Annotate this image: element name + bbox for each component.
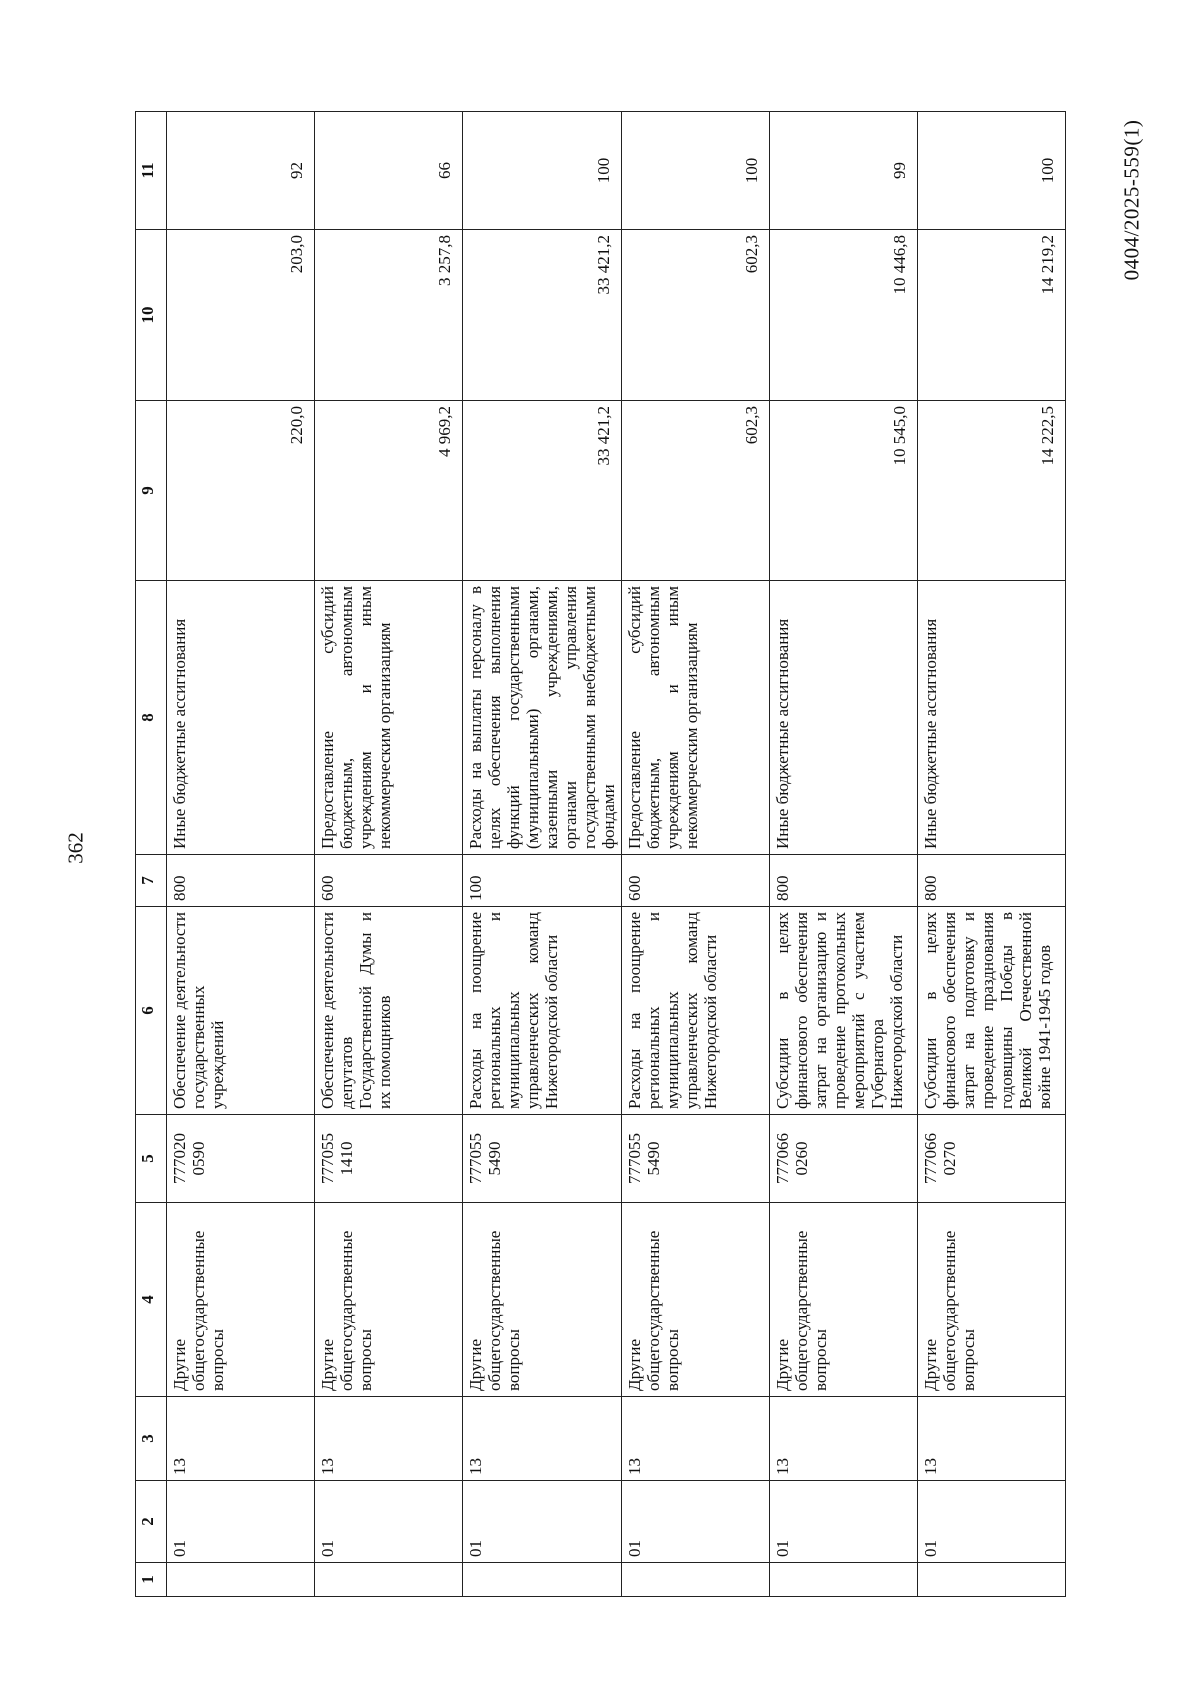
cell-section-name: Другие общегосударственные вопросы bbox=[167, 1203, 315, 1397]
cell-section: 01 bbox=[770, 1481, 918, 1563]
cell-section: 01 bbox=[918, 1481, 1066, 1563]
cell-target-name: Субсидии в целях финансового обеспечения затрат на подготовку и проведение празднования годовщины Победы в Великой Отечественной войне 1941-1945 годов bbox=[918, 907, 1066, 1115]
cell-index bbox=[463, 1563, 622, 1597]
cell-planned: 602,3 bbox=[622, 401, 770, 581]
cell-executed: 602,3 bbox=[622, 230, 770, 401]
table-row bbox=[315, 112, 463, 1597]
cell-subsection: 13 bbox=[167, 1397, 315, 1481]
cell-executed: 10 446,8 bbox=[770, 230, 918, 401]
table-row bbox=[918, 112, 1066, 1597]
header-col-7: 7 bbox=[136, 855, 167, 907]
cell-subsection: 13 bbox=[770, 1397, 918, 1481]
cell-subsection: 13 bbox=[918, 1397, 1066, 1481]
cell-expense-type: 800 bbox=[918, 855, 1066, 907]
cell-target-name: Расходы на поощрение региональных и муниципальных управленческих команд Нижегородской области bbox=[622, 907, 770, 1115]
cell-expense-type: 800 bbox=[167, 855, 315, 907]
cell-executed: 14 219,2 bbox=[918, 230, 1066, 401]
cell-section-name: Другие общегосударственные вопросы bbox=[770, 1203, 918, 1397]
cell-expense-name: Иные бюджетные ассигнования bbox=[918, 581, 1066, 855]
cell-planned: 14 222,5 bbox=[918, 401, 1066, 581]
header-col-4: 4 bbox=[136, 1203, 167, 1397]
cell-percent: 66 bbox=[315, 112, 463, 230]
table-row bbox=[770, 112, 918, 1597]
cell-index bbox=[167, 1563, 315, 1597]
cell-expense-name: Предоставление субсидий бюджетным, автономным учреждениям и иным некоммерческим организациям bbox=[315, 581, 463, 855]
cell-section-name: Другие общегосударственные вопросы bbox=[315, 1203, 463, 1397]
cell-executed: 33 421,2 bbox=[463, 230, 622, 401]
cell-percent: 92 bbox=[167, 112, 315, 230]
cell-expense-type: 100 bbox=[463, 855, 622, 907]
cell-subsection: 13 bbox=[463, 1397, 622, 1481]
header-col-2: 2 bbox=[136, 1481, 167, 1563]
cell-expense-type: 800 bbox=[770, 855, 918, 907]
cell-index bbox=[770, 1563, 918, 1597]
cell-executed: 3 257,8 bbox=[315, 230, 463, 401]
cell-target-code: 777066 0260 bbox=[770, 1115, 918, 1203]
header-col-11: 11 bbox=[136, 112, 167, 230]
cell-expense-type: 600 bbox=[315, 855, 463, 907]
header-col-6: 6 bbox=[136, 907, 167, 1115]
cell-executed: 203,0 bbox=[167, 230, 315, 401]
cell-expense-name: Расходы на выплаты персоналу в целях обеспечения выполнения функций государственными (муниципальными) органами, казенными учреждениями, органами управления государственными внебюджетными фондами bbox=[463, 581, 622, 855]
cell-expense-name: Иные бюджетные ассигнования bbox=[167, 581, 315, 855]
cell-target-code: 777020 0590 bbox=[167, 1115, 315, 1203]
header-row bbox=[136, 112, 167, 1597]
cell-section: 01 bbox=[167, 1481, 315, 1563]
cell-target-code: 777066 0270 bbox=[918, 1115, 1066, 1203]
table-row bbox=[622, 112, 770, 1597]
cell-percent: 100 bbox=[918, 112, 1066, 230]
table-row bbox=[167, 112, 315, 1597]
cell-index bbox=[315, 1563, 463, 1597]
cell-index bbox=[918, 1563, 1066, 1597]
cell-percent: 100 bbox=[622, 112, 770, 230]
header-col-10: 10 bbox=[136, 230, 167, 401]
cell-subsection: 13 bbox=[315, 1397, 463, 1481]
cell-section-name: Другие общегосударственные вопросы bbox=[622, 1203, 770, 1397]
page-number: 362 bbox=[63, 832, 88, 864]
cell-target-name: Расходы на поощрение региональных и муниципальных управленческих команд Нижегородской области bbox=[463, 907, 622, 1115]
cell-target-code: 777055 5490 bbox=[463, 1115, 622, 1203]
cell-planned: 4 969,2 bbox=[315, 401, 463, 581]
cell-target-name: Обеспечение деятельности государственных учреждений bbox=[167, 907, 315, 1115]
cell-section-name: Другие общегосударственные вопросы bbox=[918, 1203, 1066, 1397]
cell-subsection: 13 bbox=[622, 1397, 770, 1481]
cell-section: 01 bbox=[463, 1481, 622, 1563]
cell-target-code: 777055 5490 bbox=[622, 1115, 770, 1203]
header-col-3: 3 bbox=[136, 1397, 167, 1481]
budget-table bbox=[135, 111, 1066, 1597]
header-col-9: 9 bbox=[136, 401, 167, 581]
cell-planned: 10 545,0 bbox=[770, 401, 918, 581]
cell-target-name: Субсидии в целях финансового обеспечения затрат на организацию и проведение протокольных мероприятий с участием Губернатора Нижегородской области bbox=[770, 907, 918, 1115]
cell-percent: 99 bbox=[770, 112, 918, 230]
header-col-5: 5 bbox=[136, 1115, 167, 1203]
cell-expense-name: Предоставление субсидий бюджетным, автономным учреждениям и иным некоммерческим организациям bbox=[622, 581, 770, 855]
cell-section: 01 bbox=[622, 1481, 770, 1563]
cell-index bbox=[622, 1563, 770, 1597]
cell-expense-name: Иные бюджетные ассигнования bbox=[770, 581, 918, 855]
cell-planned: 33 421,2 bbox=[463, 401, 622, 581]
cell-expense-type: 600 bbox=[622, 855, 770, 907]
cell-target-code: 777055 1410 bbox=[315, 1115, 463, 1203]
table-row bbox=[463, 112, 622, 1597]
budget-table-wrapper bbox=[135, 112, 1058, 1597]
cell-section: 01 bbox=[315, 1481, 463, 1563]
header-col-1: 1 bbox=[136, 1563, 167, 1597]
cell-percent: 100 bbox=[463, 112, 622, 230]
cell-target-name: Обеспечение деятельности депутатов Государственной Думы и их помощников bbox=[315, 907, 463, 1115]
document-code: 0404/2025-559(1) bbox=[1119, 119, 1144, 281]
cell-section-name: Другие общегосударственные вопросы bbox=[463, 1203, 622, 1397]
cell-planned: 220,0 bbox=[167, 401, 315, 581]
header-col-8: 8 bbox=[136, 581, 167, 855]
